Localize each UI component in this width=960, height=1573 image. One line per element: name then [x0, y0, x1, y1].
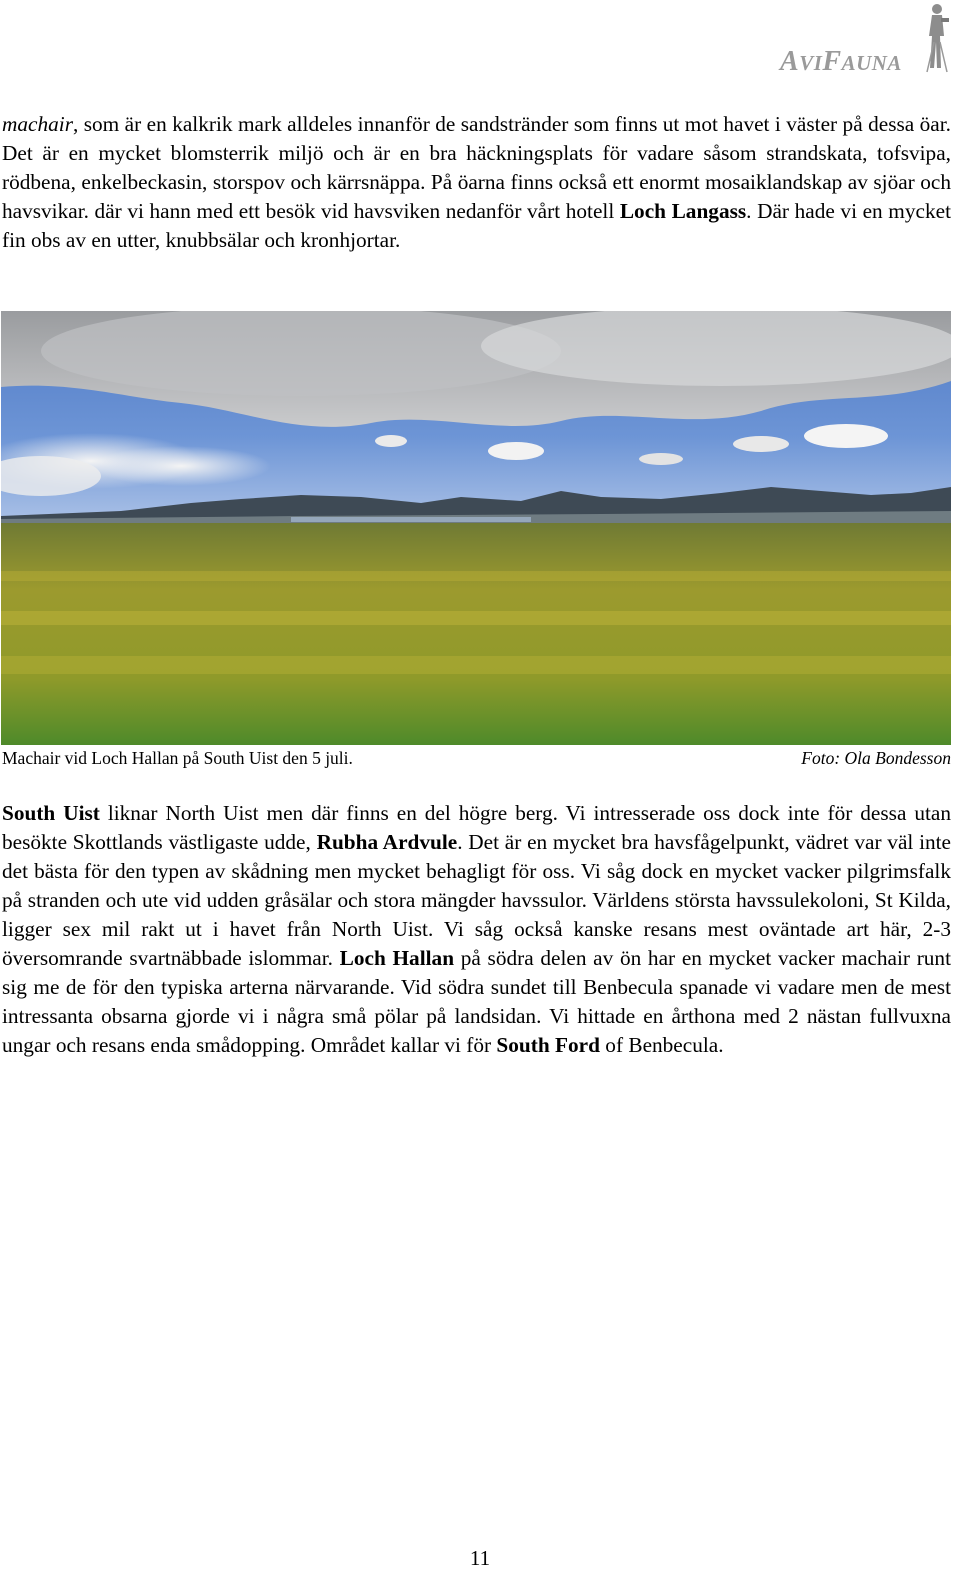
place-south-uist: South Uist: [2, 801, 100, 825]
photo-credit: Foto: Ola Bondesson: [801, 748, 951, 768]
paragraph-2-text-d: of Benbecula.: [599, 1033, 724, 1057]
paragraph-1-text: , som är en kalkrik mark alldeles innanför de sandstränder som finns ut mot havet i väster på dessa öar. Det är en mycket blomsterrik miljö och är en bra häckningsplats för vadare såsom strandskata, tofsvipa, rödbena, enkelbeckasin, storspov och kärrsnäppa. På öarna finns också ett enormt mosaiklandskap av sjöar och havsvikar. där vi hann med ett besök vid havsviken nedanför vårt hotell: [2, 112, 951, 223]
avifauna-logo: [780, 2, 955, 78]
logo-wordmark: AVIFAUNA: [780, 46, 902, 77]
place-south-ford: South Ford: [496, 1033, 600, 1057]
place-loch-langass: Loch Langass: [619, 199, 747, 223]
caption-text: Machair vid Loch Hallan på South Uist den 5 juli.: [2, 748, 353, 768]
paragraph-2: [2, 799, 951, 1060]
paragraph-2-text-c: på södra delen av ön har en mycket vacker machair runt sig me de för den typiska arterna närvarande. Vid södra sundet till Benbecula spanade vi vadare men de mest intressanta obsarna gjorde vi i några små pölar på landsidan. Vi hittade en årthona med 2 nästan fullvuxna ungar och resans enda smådopping. Området kallar vi för: [2, 946, 951, 1057]
paragraph-2-text-b: . Det är en mycket bra havsfågelpunkt, vädret var väl inte det bästa för den typen av skådning men mycket behagligt för oss. Vi såg dock en mycket vacker pilgrimsfalk på stranden och ute vid udden gråsälar och stora mängder havssulor. Världens största havssulekoloni, St Kilda, ligger sex mil rakt ut i havet från North Uist. Vi såg också kanske resans mest oväntade art här, 2-3 översomrande svartnäbbade islommar.: [2, 830, 952, 970]
page-number: 11: [469, 1546, 491, 1570]
paragraph-1-text-end: . Där hade vi en mycket fin obs av en utter, knubbsälar och kronhjortar.: [2, 199, 951, 252]
machair-landscape-photo: [1, 311, 951, 745]
birdwatcher-figure-icon: [923, 2, 951, 74]
paragraph-2-text-a: liknar North Uist men där finns en del högre berg. Vi intresserade oss dock inte för dessa utan besökte Skottlands västligaste udde,: [2, 801, 951, 854]
place-rubha-ardvule: Rubha Ardvule: [316, 830, 458, 854]
photo-caption: [2, 745, 951, 771]
term-machair: machair: [2, 112, 73, 136]
place-loch-hallan: Loch Hallan: [339, 946, 455, 970]
paragraph-1: [2, 110, 951, 255]
